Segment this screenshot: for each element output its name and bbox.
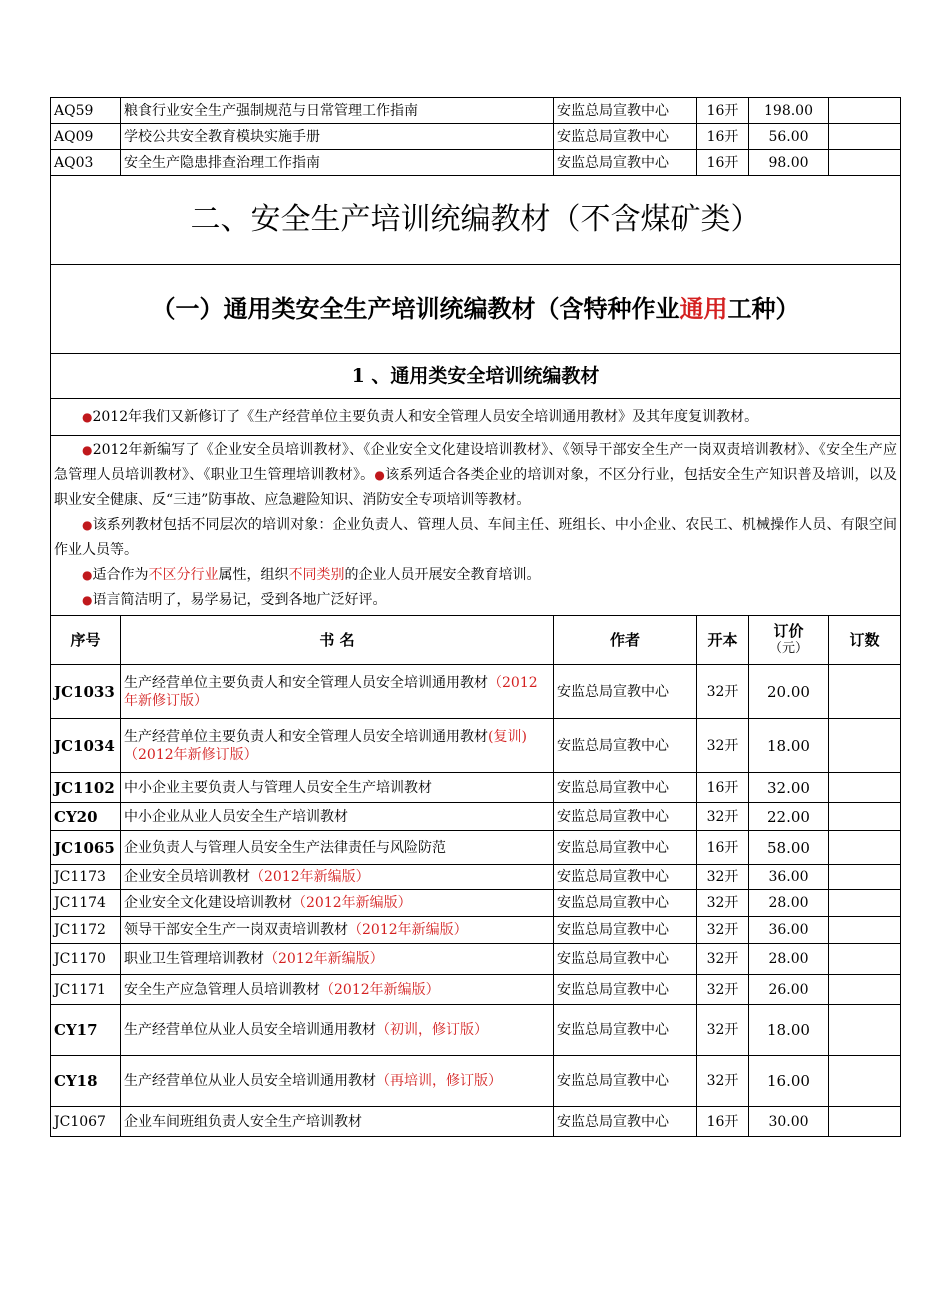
row-format: 32开 [697,917,749,944]
table-row [51,1005,901,1056]
row-id: JC1173 [51,865,121,890]
row-qty[interactable] [829,124,901,150]
book-title: 生产经营单位从业人员安全培训通用教材 [124,1073,376,1089]
edition-note: （2012年新编版） [250,869,370,885]
row-qty[interactable] [829,773,901,803]
row-price: 28.00 [749,890,829,917]
row-author: 安监总局宣教中心 [554,773,697,803]
row-id: AQ09 [51,124,121,150]
edition-note: （2012年新编版） [264,951,384,967]
row-title [121,1107,554,1137]
edition-note: （2012年新编版） [292,895,412,911]
row-price: 16.00 [749,1056,829,1107]
row-qty[interactable] [829,917,901,944]
bullet-icon: ● [82,593,93,607]
row-format: 32开 [697,665,749,719]
row-price: 22.00 [749,803,829,831]
row-author: 安监总局宣教中心 [554,665,697,719]
row-price: 36.00 [749,917,829,944]
row-author: 安监总局宣教中心 [554,944,697,975]
row-id: JC1033 [51,665,121,719]
row-qty[interactable] [829,665,901,719]
description-intro: ●2012年我们又新修订了《生产经营单位主要负责人和安全管理人员安全培训通用教材》及其年度复训教材。 [51,399,901,436]
book-title: 职业卫生管理培训教材 [124,951,264,967]
row-qty[interactable] [829,1107,901,1137]
row-qty[interactable] [829,975,901,1005]
row-price: 20.00 [749,665,829,719]
row-author: 安监总局宣教中心 [554,1056,697,1107]
table-header [51,616,901,665]
row-qty[interactable] [829,865,901,890]
row-price: 18.00 [749,1005,829,1056]
bullet-icon: ● [374,468,386,482]
table-row [51,124,901,150]
row-format: 16开 [697,98,749,124]
row-id: JC1174 [51,890,121,917]
row-price: 28.00 [749,944,829,975]
header-format: 开本 [697,616,749,665]
row-id: JC1067 [51,1107,121,1137]
row-format: 32开 [697,719,749,773]
row-id: JC1172 [51,917,121,944]
book-title: 企业车间班组负责人安全生产培训教材 [124,1113,362,1130]
row-price: 36.00 [749,865,829,890]
table-row [51,719,901,773]
row-title [121,719,554,773]
row-format: 16开 [697,124,749,150]
row-qty[interactable] [829,150,901,176]
catalog-table [50,97,901,1137]
book-title: 中小企业从业人员安全生产培训教材 [124,808,348,825]
row-format: 16开 [697,773,749,803]
row-author: 安监总局宣教中心 [554,1107,697,1137]
table-row [51,865,901,890]
row-author: 安监总局宣教中心 [554,975,697,1005]
edition-note: （2012年新编版） [320,981,440,998]
table-row [51,975,901,1005]
header-no: 序号 [51,616,121,665]
row-id: AQ59 [51,98,121,124]
table-row [51,150,901,176]
row-price: 26.00 [749,975,829,1005]
row-title [121,831,554,865]
edition-note: （再培训，修订版） [376,1073,502,1089]
row-qty[interactable] [829,719,901,773]
row-author: 安监总局宣教中心 [554,1005,697,1056]
header-price: 订价 （元） [749,616,829,665]
row-qty[interactable] [829,890,901,917]
row-id: JC1034 [51,719,121,773]
row-price: 98.00 [749,150,829,176]
row-title [121,773,554,803]
book-title: 企业安全员培训教材 [124,869,250,885]
row-qty[interactable] [829,944,901,975]
row-format: 16开 [697,831,749,865]
book-title: 生产经营单位主要负责人和安全管理人员安全培训通用教材 [124,674,488,691]
row-qty[interactable] [829,98,901,124]
row-id: CY17 [51,1005,121,1056]
row-title [121,890,554,917]
table-row [51,831,901,865]
table-row [51,665,901,719]
edition-note: （初训，修订版） [376,1022,488,1038]
row-title [121,917,554,944]
row-title: 安全生产隐患排查治理工作指南 [121,150,554,176]
sub-heading: （一）通用类安全生产培训统编教材（含特种作业通用工种） [51,265,901,354]
table-row [51,890,901,917]
row-format: 16开 [697,1107,749,1137]
edition-note: （2012年新修订版） [124,674,538,709]
book-title: 企业安全文化建设培训教材 [124,895,292,911]
row-author: 安监总局宣教中心 [554,831,697,865]
row-author: 安监总局宣教中心 [554,917,697,944]
row-format: 32开 [697,1056,749,1107]
row-qty[interactable] [829,831,901,865]
book-title: 生产经营单位从业人员安全培训通用教材 [124,1022,376,1038]
book-title: 生产经营单位主要负责人和安全管理人员安全培训通用教材 [124,728,488,745]
row-qty[interactable] [829,803,901,831]
row-author: 安监总局宣教中心 [554,98,697,124]
row-price: 56.00 [749,124,829,150]
bullet-icon: ● [82,568,93,582]
bullet-icon: ● [82,409,93,424]
row-title [121,1005,554,1056]
row-author: 安监总局宣教中心 [554,124,697,150]
header-title: 书 名 [121,616,554,665]
row-title [121,975,554,1005]
row-format: 16开 [697,150,749,176]
row-title: 粮食行业安全生产强制规范与日常管理工作指南 [121,98,554,124]
section-heading: 1 、通用类安全培训统编教材 [51,354,901,399]
table-row [51,1107,901,1137]
row-title [121,665,554,719]
row-price: 18.00 [749,719,829,773]
book-title: 安全生产应急管理人员培训教材 [124,981,320,998]
row-title [121,944,554,975]
row-id: CY18 [51,1056,121,1107]
row-format: 32开 [697,890,749,917]
book-title: 企业负责人与管理人员安全生产法律责任与风险防范 [124,839,446,856]
row-price: 30.00 [749,1107,829,1137]
table-row [51,803,901,831]
bullet-icon: ● [82,443,93,457]
row-format: 32开 [697,865,749,890]
row-id: JC1065 [51,831,121,865]
row-price: 32.00 [749,773,829,803]
bullet-icon: ● [82,518,93,532]
row-format: 32开 [697,975,749,1005]
row-title [121,865,554,890]
edition-note: （2012年新编版） [348,922,468,938]
table-row [51,773,901,803]
description-features: ●2012年新编写了《企业安全员培训教材》、《企业安全文化建设培训教材》、《领导干部安全生产一岗双责培训教材》、《安全生产应急管理人员培训教材》、《职业卫生管理培训教材》。●该系列适合各类企业的培训对象，不区分行业，包括安全生产知识普及培训，以及职业安全健康、反“三违”防事故、应急避险知识、消防安全专项培训等教材。 ●该系列教材包括不同层次的培训对象：企业负责人、管理人员、车间主任、班组长、中小企业、农民工、机械操作人员、有限空间作业人员等。 ●适合作为不区分行业属性，组织不同类别的企业人员开展安全教育培训。 ●语言简洁明了，易学易记，受到各地广泛好评。 [51,436,901,616]
row-author: 安监总局宣教中心 [554,803,697,831]
row-format: 32开 [697,944,749,975]
catalog-page [50,97,900,1137]
header-author: 作者 [554,616,697,665]
table-row [51,1056,901,1107]
row-format: 32开 [697,803,749,831]
table-row [51,98,901,124]
book-title: 中小企业主要负责人与管理人员安全生产培训教材 [124,779,432,796]
edition-note: (复训) （2012年新修订版） [124,728,527,763]
row-qty[interactable] [829,1005,901,1056]
table-row [51,917,901,944]
row-id: JC1170 [51,944,121,975]
row-id: JC1171 [51,975,121,1005]
row-author: 安监总局宣教中心 [554,150,697,176]
row-id: AQ03 [51,150,121,176]
book-title: 领导干部安全生产一岗双责培训教材 [124,922,348,938]
row-author: 安监总局宣教中心 [554,719,697,773]
row-id: JC1102 [51,773,121,803]
row-price: 198.00 [749,98,829,124]
row-format: 32开 [697,1005,749,1056]
row-author: 安监总局宣教中心 [554,890,697,917]
row-author: 安监总局宣教中心 [554,865,697,890]
row-title [121,1056,554,1107]
header-qty: 订数 [829,616,901,665]
row-id: CY20 [51,803,121,831]
row-qty[interactable] [829,1056,901,1107]
row-title [121,803,554,831]
row-title: 学校公共安全教育模块实施手册 [121,124,554,150]
table-row [51,944,901,975]
row-price: 58.00 [749,831,829,865]
main-heading: 二、安全生产培训统编教材（不含煤矿类） [51,176,901,265]
